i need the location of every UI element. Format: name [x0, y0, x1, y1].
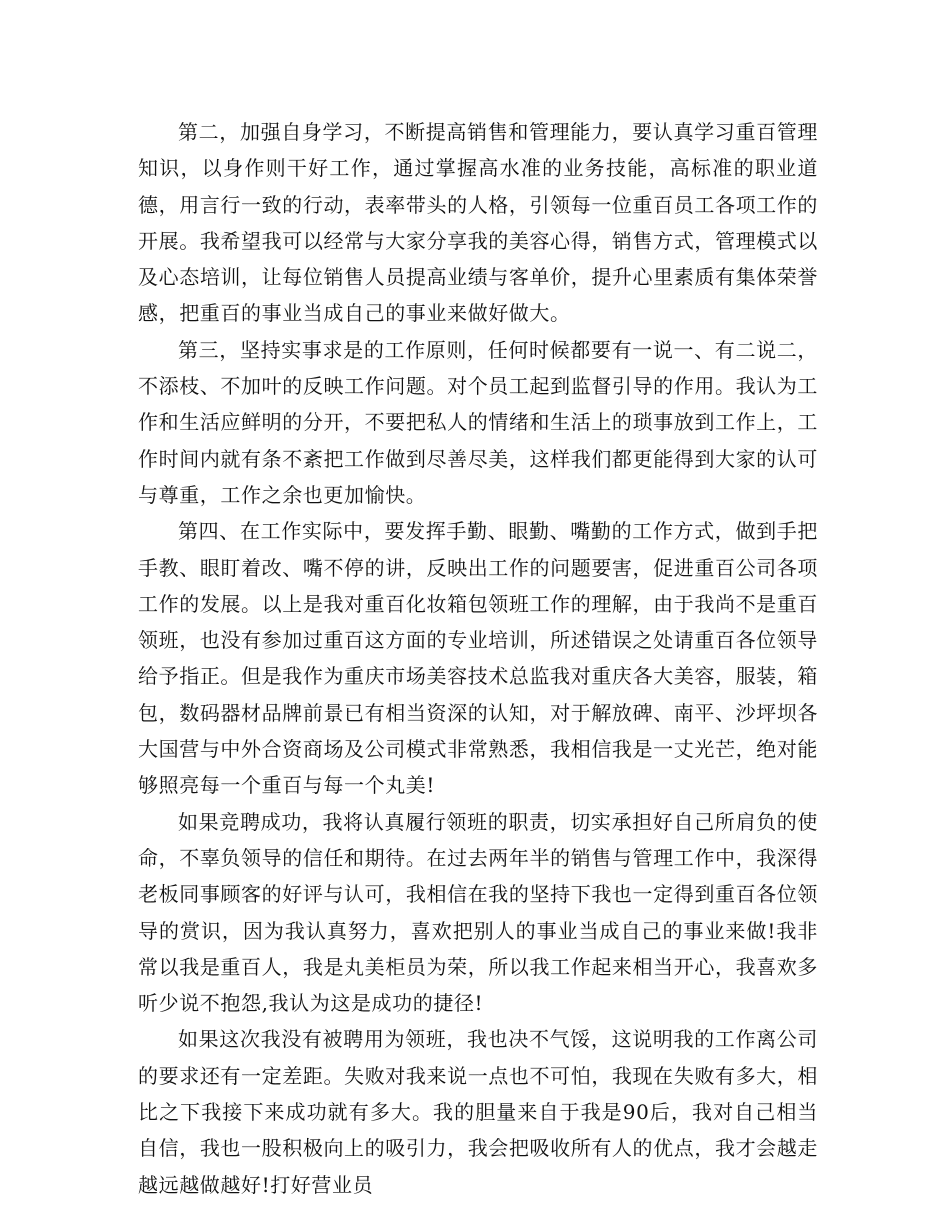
paragraph-success: 如果竞聘成功，我将认真履行领班的职责，切实承担好自己所肩负的使命，不辜负领导的信任和期待。在过去两年半的销售与管理工作中，我深得老板同事顾客的好评与认可，我相信在我的坚持下我也一定得到重百各位领导的赏识，因为我认真努力，喜欢把别人的事业当成自己的事业来做!我非常以我是重百人，我是丸美柜员为荣，所以我工作起来相当开心，我喜欢多听少说不抱怨,我认为这是成功的捷径! [138, 809, 818, 1016]
paragraph-practice: 第四、在工作实际中，要发挥手勤、眼勤、嘴勤的工作方式，做到手把手教、眼盯着改、嘴不停的讲，反映出工作的问题要害，促进重百公司各项工作的发展。以上是我对重百化妆箱包领班工作的理解，由于我尚不是重百领班，也没有参加过重百这方面的专业培训，所述错误之处请重百各位领导给予指正。但是我作为重庆市场美容技术总监我对重庆各大美容，服装，箱包，数码器材品牌前景已有相当资深的认知，对于解放碑、南平、沙坪坝各大国营与中外合资商场及公司模式非常熟悉，我相信我是一丈光芒，绝对能够照亮每一个重百与每一个丸美! [138, 519, 818, 798]
paragraph-principle: 第三，坚持实事求是的工作原则，任何时候都要有一说一、有二说二，不添枝、不加叶的反映工作问题。对个员工起到监督引导的作用。我认为工作和生活应鲜明的分开，不要把私人的情绪和生活上的琐事放到工作上，工作时间内就有条不紊把工作做到尽善尽美，这样我们都更能得到大家的认可与尊重，工作之余也更加愉快。 [138, 337, 818, 507]
paragraph-failure: 如果这次我没有被聘用为领班，我也决不气馁，这说明我的工作离公司的要求还有一定差距。失败对我来说一点也不可怕，我现在失败有多大，相比之下我接下来成功就有多大。我的胆量来自于我是90后，我对自己相当自信，我也一股积极向上的吸引力，我会把吸收所有人的优点，我才会越走越远越做越好!打好营业员 [138, 1027, 818, 1197]
paragraph-study: 第二，加强自身学习，不断提高销售和管理能力，要认真学习重百管理知识，以身作则干好工作，通过掌握高水准的业务技能，高标准的职业道德，用言行一致的行动，表率带头的人格，引领每一位重百员工各项工作的开展。我希望我可以经常与大家分享我的美容心得，销售方式，管理模式以及心态培训，让每位销售人员提高业绩与客单价，提升心里素质有集体荣誉感，把重百的事业当成自己的事业来做好做大。 [138, 120, 818, 326]
document-body [138, 114, 818, 1203]
